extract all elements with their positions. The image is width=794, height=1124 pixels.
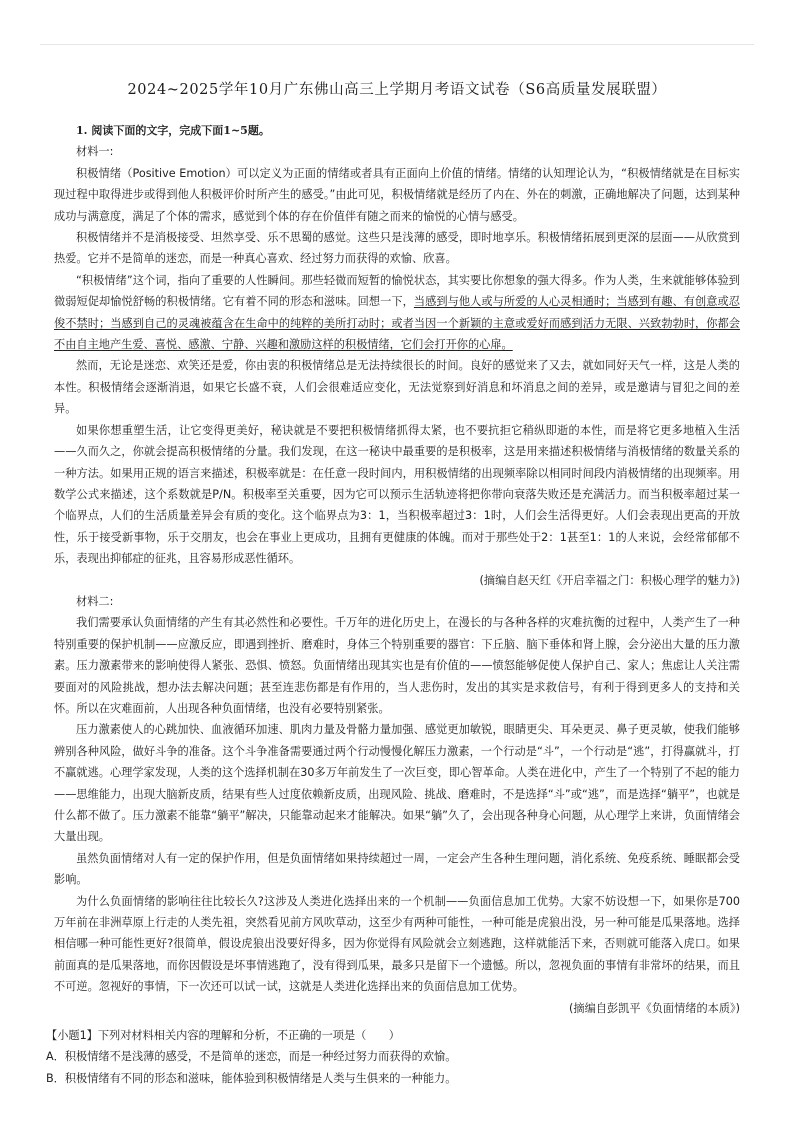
material-two-paragraph-2: 压力激素使人的心跳加快、血液循环加速、肌肉力量及骨骼力量加强、感觉更加敏锐，眼睛更尖、耳朵更灵、鼻子更灵敏，使我们能够辨别各种风险，做好斗争的准备。这个斗争准备需要通过两个行动慢慢化解压力激素，一个行动是“斗”，一个行动是“逃”，打得赢就斗，打不赢就逃。心理学家发现，人类的这个选择机制在30多万年前发生了一次巨变，即心智革命。人类在进化中，产生了一个特别了不起的能力——思维能力，出现大脑新皮质，结果有些人过度依赖新皮质，出现风险、挑战、磨难时，不是选择“斗”或“逃”，而是选择“躺平”，也就是什么都不做了。压力激素不能靠“躺平”解决，只能靠动起来才能解决。如果“躺”久了，会出现各种身心问题，从心理学上来讲，负面情绪会大量出现。 bbox=[54, 723, 740, 844]
document-title: 2024~2025学年10月广东佛山高三上学期月考语文试卷（S6高质量发展联盟） bbox=[127, 82, 667, 98]
material-one-paragraph-5: 如果你想重塑生活，让它变得更美好，秘诀就是不要把积极情绪抓得太紧，也不要抗拒它稍纵即逝的本性，而是将它更多地植入生活——久而久之，你就会提高积极情绪的分量。我们发现，在这一秘诀中最重要的是积极率，这是用来描述积极情绪与消极情绪的数量关系的一种方法。如果用正规的语言来描述，积极率就是：在任意一段时间内，用积极情绪的出现频率除以相同时间段内消极情绪的出现频率。用数学公式来描述，这个系数就是P/N。积极率至关重要，因为它可以预示生活轨迹将把你带向衰落失败还是充满活力。而当积极率超过某一个临界点，人们的生活质量差异会有质的变化。这个临界点为3：1，当积极率超过3：1时，人们会生活得更好。人们会表现出更高的开放性，乐于接受新事物，乐于交朋友，也会在事业上更成功，且拥有更健康的体魄。而对于那些处于2：1甚至1：1的人来说，会经常郁郁不乐，表现出抑郁症的征兆，且容易形成恶性循环。 bbox=[54, 423, 740, 566]
material-one-paragraph-1: 积极情绪（Positive Emotion）可以定义为正面的情绪或者具有正面向上价值的情绪。情绪的认知理论认为，“积极情绪就是在目标实现过程中取得进步或得到他人积极评价时所产生的感受。”由此可见，积极情绪就是经历了内在、外在的刺激，正确地解决了问题，达到某种成功与满意度，满足了个体的需求，感觉到个体的存在价值伴有随之而来的愉悦的心情与感受。 bbox=[54, 166, 740, 223]
paragraph-3-underlined-text: 当感到与他人或与所爱的人心灵相通时；当感到有趣、有创意或忍俊不禁时；当感到自己的灵魂被蕴含在生命中的纯粹的美所打动时；或者当因一个新颖的主意或爱好而感到活力无限、兴致勃勃时，你都会不由自主地产生爱、喜悦、感激、宁静、兴趣和激励这样的积极情绪，它们会打开你的心扉。 bbox=[54, 295, 740, 352]
material-one-paragraph-3 bbox=[54, 270, 740, 356]
material-two-label: 材料二: bbox=[76, 594, 114, 608]
reading-instruction: 1. 阅读下面的文字，完成下面1~5题。 bbox=[76, 124, 270, 137]
material-one-paragraph-4: 然而，无论是迷恋、欢笑还是爱，你由衷的积极情绪总是无法持续很长的时间。良好的感觉来了又去，就如同好天气一样，这是人类的本性。积极情绪会逐渐消退，如果它长盛不衰，人们会很难适应变化，无法觉察到好消息和坏消息之间的差异，或是邀请与冒犯之间的差异。 bbox=[54, 359, 740, 416]
material-two-paragraph-4: 为什么负面情绪的影响往往比较长久?这涉及人类进化选择出来的一个机制——负面信息加工优势。大家不妨设想一下，如果你是700万年前在非洲草原上行走的人类先祖，突然看见前方风吹草动，这至少有两种可能性，一种可能是虎狼出没，另一种可能是瓜果落地。选择相信哪一种可能性更好?很简单，假设虎狼出没要好得多，因为你觉得有风险就会立刻逃跑，这样就能活下来，否则就可能落入虎口。如果前面真的是瓜果落地，而你因假设是坏事情逃跑了，没有得到瓜果，最多只是留下一个遗憾。所以，忽视负面的事情有非常坏的结果，而且不可逆。忽视好的事情，下一次还可以试一试，这就是人类进化选择出来的负面信息加工优势。 bbox=[54, 894, 740, 994]
question-1-option-a: A．积极情绪不是浅薄的感受，不是简单的迷恋，而是一种经过努力而获得的欢愉。 bbox=[46, 1050, 457, 1064]
document-body bbox=[46, 120, 740, 1089]
material-one-label: 材料一: bbox=[76, 145, 114, 159]
material-two-source: (摘编自彭凯平《负面情绪的本质》) bbox=[569, 1001, 740, 1015]
material-one-source: (摘编自赵天红《开启幸福之门：积极心理学的魅力》) bbox=[479, 573, 740, 587]
paragraph-3-plain-text: “积极情绪”这个词，指向了重要的人性瞬间。那些轻微而短暂的愉悦状态，其实要比你想象的强大得多。作为人类，生来就能够体验到微弱短促却愉悦舒畅的积极情绪。它有着不同的形态和滋味。回想一下， bbox=[54, 273, 740, 309]
question-1-option-b: B．积极情绪有不同的形态和滋味，能体验到积极情绪是人类与生俱来的一种能力。 bbox=[46, 1071, 457, 1085]
question-1-stem: 【小题1】下列对材料相关内容的理解和分析，不正确的一项是（ ） bbox=[46, 1029, 400, 1043]
material-one-paragraph-2: 积极情绪并不是消极接受、坦然享受、乐不思蜀的感觉。这些只是浅薄的感受，即时地享乐。积极情绪拓展到更深的层面——从欣赏到热爱。它并不是简单的迷恋，而是一种真心喜欢、经过努力而获得的欢愉、欣喜。 bbox=[54, 231, 740, 266]
header-divider bbox=[40, 44, 754, 45]
material-two-paragraph-3: 虽然负面情绪对人有一定的保护作用，但是负面情绪如果持续超过一周，一定会产生各种生理问题，消化系统、免疫系统、睡眠都会受影响。 bbox=[54, 851, 740, 887]
material-two-paragraph-1: 我们需要承认负面情绪的产生有其必然性和必要性。千万年的进化历史上，在漫长的与各种各样的灾难抗衡的过程中，人类产生了一种特别重要的保护机制——应激反应，即遇到挫折、磨难时，身体三个特别重要的器官：下丘脑、脑下垂体和肾上腺，会分泌出大量的压力激素。压力激素带来的影响使得人紧张、恐惧、愤怒。负面情绪出现其实也是有价值的——愤怒能够促使人保护自己、家人；焦虑让人关注需要面对的风险挑战，想办法去解决问题；甚至连悲伤都是有作用的，当人悲伤时，发出的其实是求救信号，有利于得到更多人的支持和关怀。所以在灾难面前，人出现各种负面情绪，也没有必要特别紧张。 bbox=[54, 616, 740, 715]
